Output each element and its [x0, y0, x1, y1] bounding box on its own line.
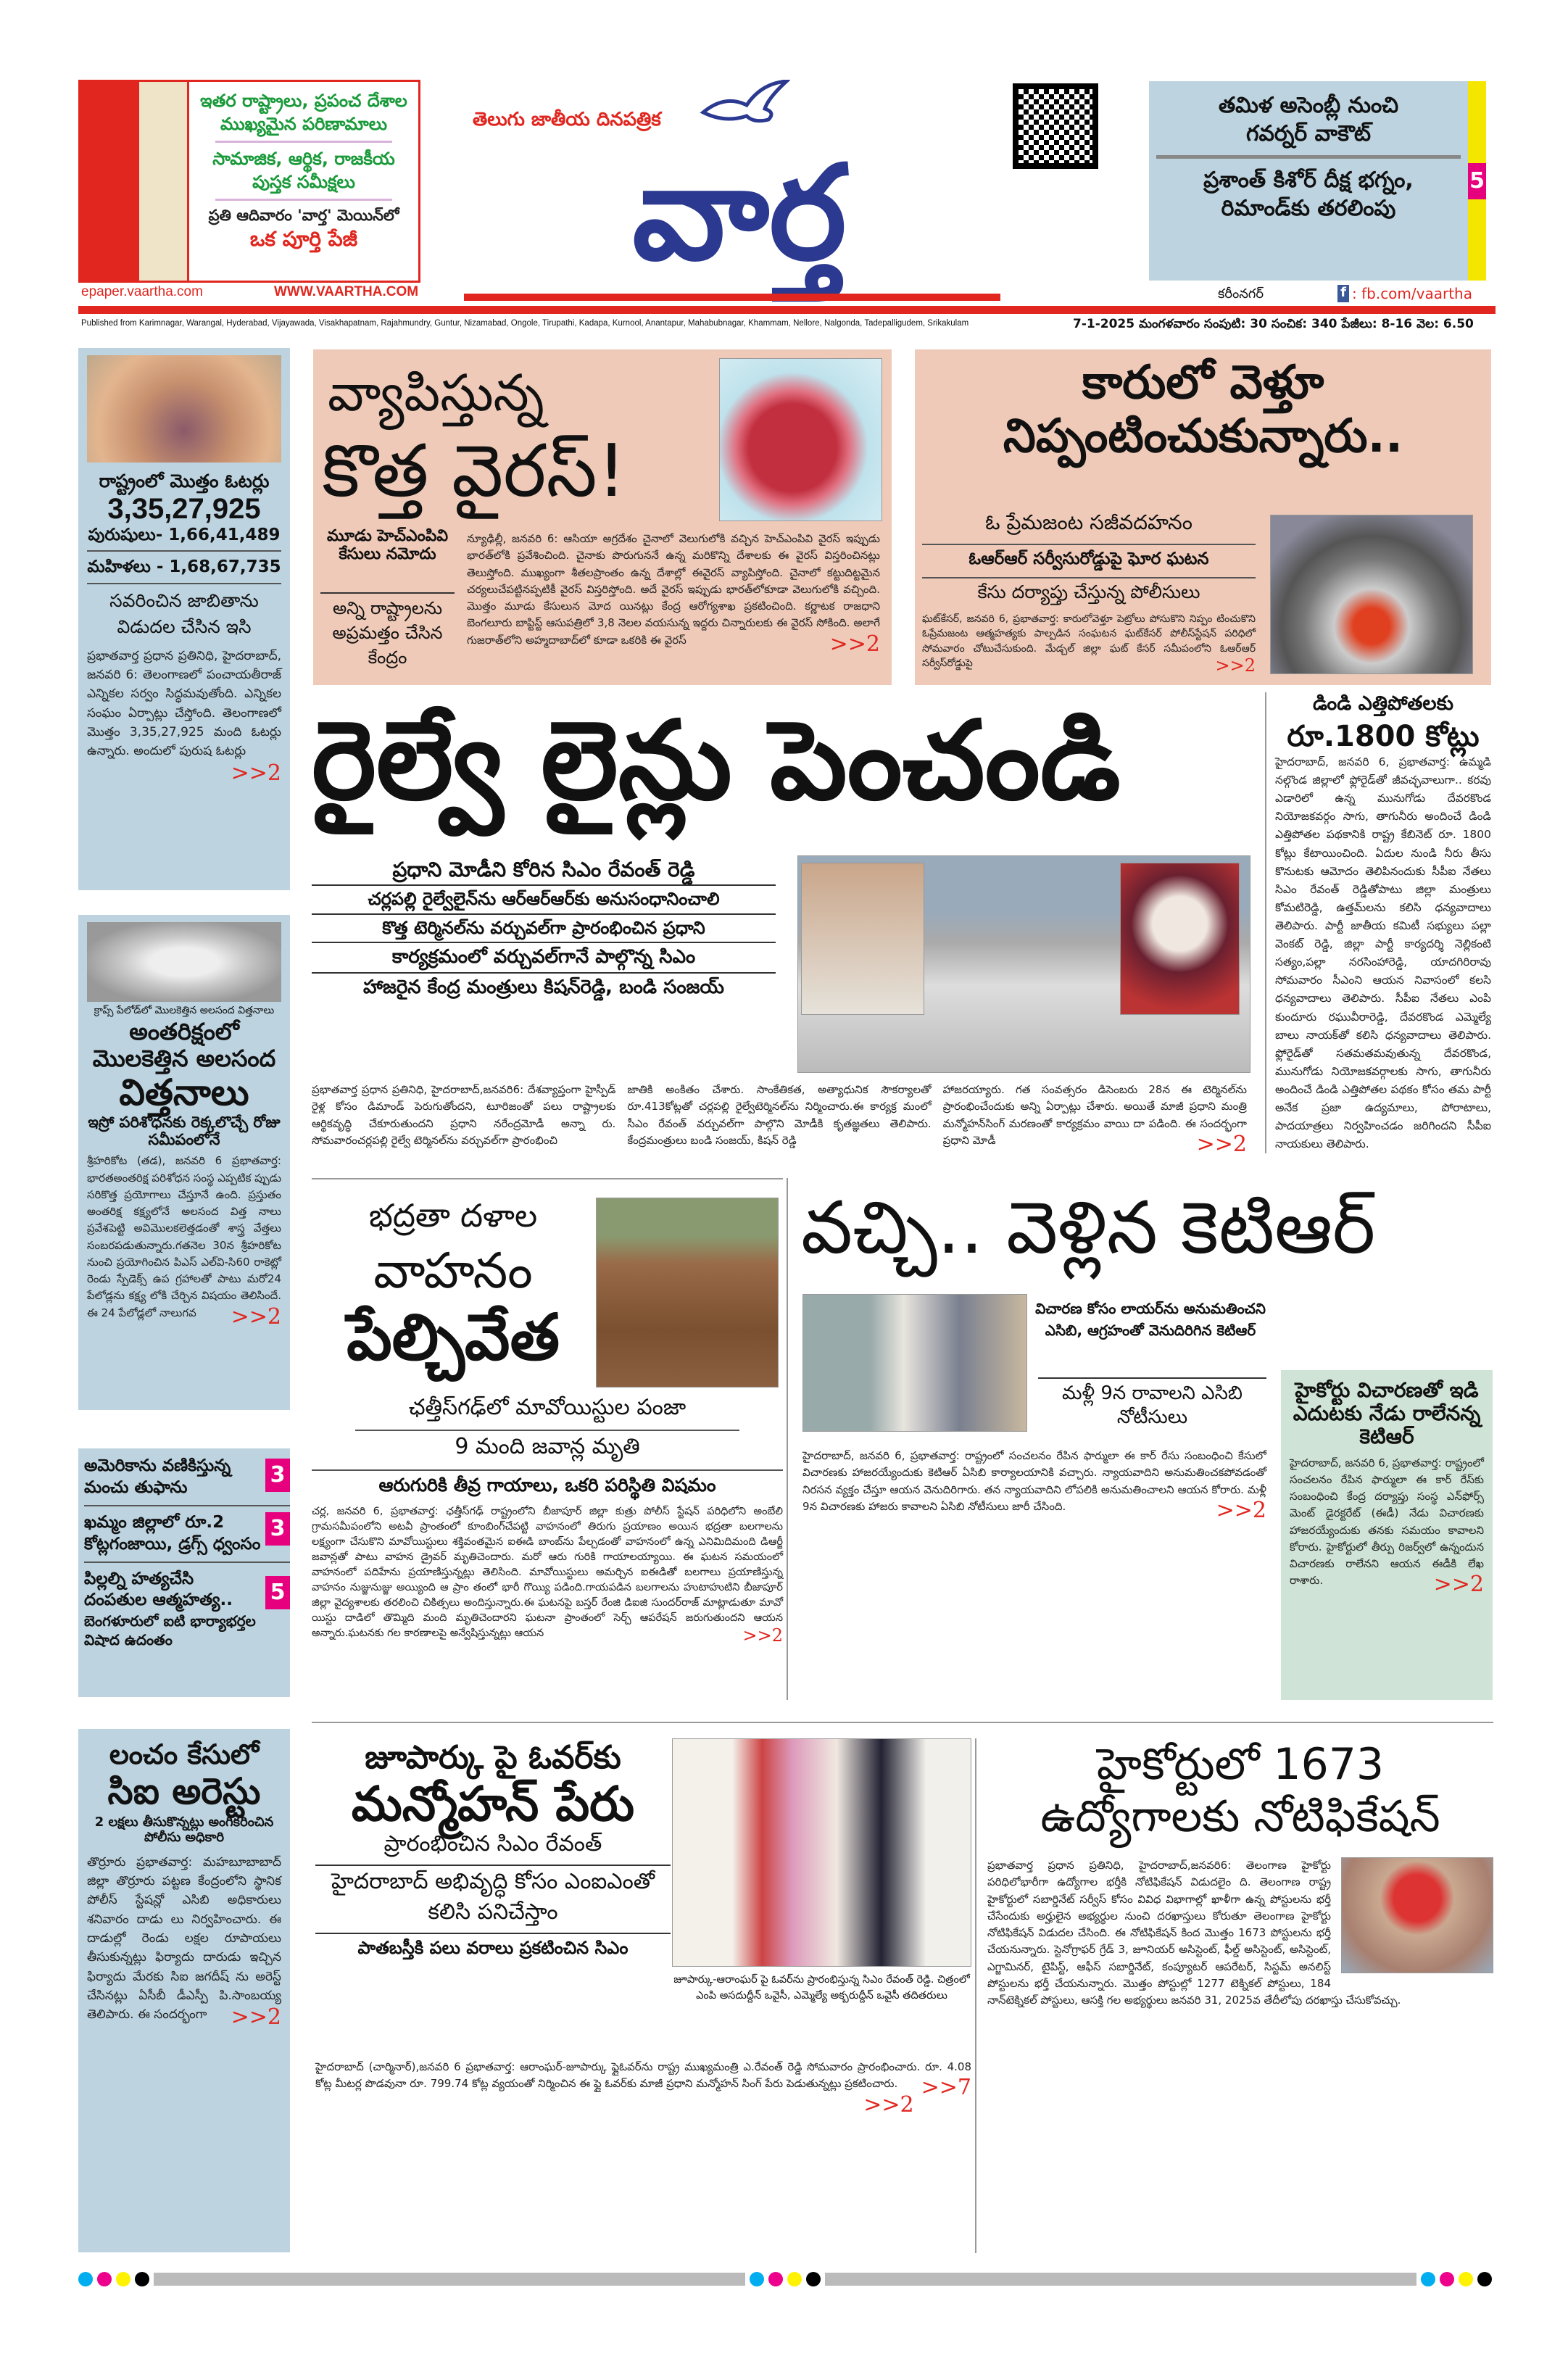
maoist-subhead: ఆరుగురికి తీవ్ర గాయాలు, ఒకరి పరిస్థితి విషమం: [312, 1469, 783, 1496]
railway-body-col: జాతికి అంకితం చేశారు. సాంకేతికత, అత్యాధునిక సౌకర్యాలతో రూ.413కోట్లతో చర్లపల్లి రైల్వేటెర్మినల్‌ను నిర్మించారు.ఈ కార్యక్ర మంలో సీఎం రేవంత్ వర్చువల్‌గా పాల్గొని మోడీకి కృతజ్ఞతలు తెలిపారు. కేంద్రమంత్రులు బండి సంజయ్, కిషన్ రెడ్డి: [627, 1083, 932, 1147]
ad-logo: [80, 82, 189, 281]
car-headline: నిప్పంటించుకున్నారు..: [1003, 409, 1403, 463]
flyover-subhead: హైదరాబాద్ అభివృద్ధి కోసం ఎంఐఎంతో కలిసి పనిచేస్తాం: [315, 1866, 671, 1934]
maoist-headline: భద్రతా దళాల: [368, 1198, 538, 1235]
railway-subhead: ప్రధాని మోడీని కోరిన సిఎం రేవంత్ రెడ్డి: [312, 855, 776, 886]
railway-headline: రైల్వే లైన్లు పెంచండి: [312, 698, 1121, 824]
brief-text: అమెరికాను వణికిస్తున్న మంచు తుఫాను: [84, 1456, 231, 1497]
continued-link[interactable]: >>2: [829, 631, 880, 657]
hc-headline: హైకోర్టులో 1673: [1096, 1739, 1385, 1790]
hc-headline: ఉద్యోగాలకు నోటిఫికేషన్: [1040, 1791, 1440, 1842]
railway-subhead: హాజరైన కేంద్ర మంత్రులు కిషన్‌రెడ్డి, బండి సంజయ్: [363, 976, 724, 999]
virus-subhead: అన్ని రాష్ట్రాలను అప్రమత్తం చేసిన కేంద్రం: [320, 592, 455, 672]
bird-icon: [696, 80, 790, 138]
car-subhead: ఓఆర్ఆర్ సర్వీసురోడ్డుపై ఘోర ఘటన: [922, 544, 1256, 573]
flyover-photo-caption: జూపార్కు-ఆరాంఘర్ పై ఓవర్‌ను ప్రారంభిస్తున్న సిఎం రేవంత్ రెడ్డి. చిత్రంలో ఎంపి అసదుద్దీన్ ఒవైసీ, ఎమ్మెల్యే అక్బరుద్దీన్ ఒవైసీ తదితరులు: [673, 1974, 970, 2002]
brief-sub: బెంగళూరులో ఐటి భార్యాభర్తల విషాద ఉదంతం: [84, 1612, 256, 1649]
continued-link[interactable]: >>2: [231, 760, 281, 786]
edition: కరీంనగర్: [1218, 286, 1264, 302]
brief-item[interactable]: [84, 1569, 290, 1650]
modi-photo: [1120, 863, 1240, 1015]
tagline: తెలుగు జాతీయ దినపత్రిక: [473, 109, 661, 130]
continued-link[interactable]: >>7: [921, 2075, 971, 2101]
facebook-icon: f: [1337, 285, 1349, 302]
briefs-box: [78, 1448, 290, 1697]
maoist-subhead: ఛత్తీస్‌గఢ్‌లో మావోయిస్టుల పంజా: [408, 1395, 686, 1420]
qr-code[interactable]: [1013, 83, 1098, 169]
continued-link[interactable]: >>2: [231, 2004, 281, 2031]
dateline: 7-1-2025 మంగళవారం సంపుటి: 30 సంచిక: 340 పేజీలు: 8-16 వెల: 6.50: [1073, 317, 1474, 331]
masthead-ad[interactable]: [78, 80, 420, 283]
brief-text: పిల్లల్ని హత్యచేసి దంపతుల ఆత్మహత్య..: [84, 1569, 233, 1610]
brief-page: 3: [265, 1512, 290, 1546]
flyover-headline: జూపార్కు పై ఓవర్‌కు: [365, 1739, 621, 1776]
logo: వార్త: [632, 138, 847, 289]
car-fire-story[interactable]: [915, 349, 1491, 685]
flyover-body: హైదరాబాద్ (చార్మినార్),జనవరి 6 ప్రభాతవార్త: ఆరాంఘర్-జూపార్కు ఫ్లైఓవర్‌ను రాష్ట్ర ముఖ్యమంత్రి ఎ.రేవంత్ రెడ్డి సోమవారం ప్రారంభించారు. రూ. 4.08 కోట్ల మీటర్ల పొడవునా రూ. 799.74 కోట్ల వ్యయంతో నిర్మించిన ఈ ఫ్లై ఓవర్‌కు మాజీ ప్రధాని మన్మోహన్ సింగ్ పేరు పెడుతున్నట్లు ప్రకటించారు.: [315, 2060, 971, 2091]
continued-link[interactable]: >>2: [231, 1303, 281, 1330]
website-link[interactable]: WWW.VAARTHA.COM: [274, 284, 419, 299]
isro-subhead: ఇస్రో పరిశోధనకు రెక్కలొచ్చే రోజు సమీపంలోనే: [88, 1113, 281, 1149]
ktr-story[interactable]: [787, 1178, 1493, 1700]
brief-item[interactable]: [84, 1512, 290, 1556]
flyover-text: [315, 1740, 671, 1959]
voters-sub: విడుదల చేసిన ఇసి: [117, 615, 252, 637]
published-from: Published from Karimnagar, Warangal, Hyderabad, Vijayawada, Visakhapatnam, Rajahmundry, Guntur, Nizamabad, Ongole, Tirupathi, Kadapa, Kurnool, Anantapur, Mahabubnagar, Khammam, Nellore, Nalgonda, Tadepalligudem, Srikakulam: [81, 319, 969, 328]
railway-body: [312, 1082, 1247, 1156]
flyover-subhead: పాతబస్తీకి పలు వరాలు ప్రకటించిన సిఎం: [357, 1938, 629, 1959]
facebook-link[interactable]: [1337, 285, 1472, 302]
acb-headline: సిఐ అరెస్టు: [107, 1770, 261, 1812]
hc-body: ప్రభాతవార్త ప్రధాన ప్రతినిధి, హైదరాబాద్,జనవరి6: తెలంగాణ హైకోర్టు పరిధిలోభారీగా ఉద్యోగాల భర్తీకి నోటిఫికేషన్ విడుదలైం ది. తెలంగాణ రాష్ట్ర హైకోర్టులో సబార్డినేట్ సర్వీస్ కోసం వివిధ విభాగాల్లో ఖాళీగా ఉన్న పోస్టులను భర్తీ చేసేందుకు అర్హులైన అభ్యర్థుల నుంచి దరఖాస్తులు కోరుతూ తెలంగాణ హైకోర్టు నోటిఫికేషన్ విడుదల చేసింది. ఈ నోటిఫికేషన్ కింద మొత్తం 1673 పోస్టులను భర్తీ చేయనున్నారు. స్టెనోగ్రాఫర్ గ్రేడ్ 3, జూనియర్ అసిస్టెంట్, ఫీల్డ్ అసిస్టెంట్, అసిస్టెంట్, ఎగ్జామినర్, టైపిస్ట్, ఆఫీస్ సబార్డినేట్, కంప్యూటర్ ఆపరేటర్, సిస్టమ్ అనలిస్ట్ పోస్టులను భర్తీ చేయనున్నారు. మొత్తం పోస్టుల్లో 1277 టెక్నికల్ పోస్టులు, 184 నాన్‌టెక్నికల్ పోస్టులు, ఆసక్తి గల అభ్యర్థులు జనవరి 31, 2025వ తేదీలోపు దరఖాస్తు చేసుకోవచ్చు.: [987, 1859, 1401, 2007]
car-subhead: ఓ ప్రేమజంట సజీవదహనం: [985, 510, 1192, 534]
burning-car-photo: [1270, 515, 1473, 674]
ad-line: ముఖ్యమైన పరిణామాలు: [220, 114, 388, 135]
continued-link[interactable]: >>2: [1215, 655, 1256, 676]
acb-headline: లంచం కేసులో: [109, 1738, 260, 1770]
ad-line: ఇతర రాష్ట్రాలు, ప్రపంచ దేశాల: [200, 91, 407, 111]
ad-line: సామాజిక, ఆర్థిక, రాజకీయ: [212, 148, 395, 169]
red-rule: [78, 306, 1496, 314]
virus-subhead: మూడు హెచ్‌ఎంపివి కేసులు నమోదు: [326, 527, 449, 564]
acb-subhead: 2 లక్షలు తీసుకొన్నట్లు అంగీకరించిన పోలీసు అధికారి: [94, 1815, 274, 1845]
flyover-inauguration-photo: [672, 1738, 971, 1967]
continued-link[interactable]: >>2: [1433, 1572, 1484, 1598]
brief-page: 3: [265, 1459, 290, 1492]
railway-subhead: చర్లపల్లి రైల్వేలైన్‌ను ఆర్ఆర్ఆర్‌కు అనుసంధానించాలి: [312, 886, 776, 915]
continued-link[interactable]: >>2: [863, 2091, 914, 2118]
brief-page: 5: [265, 1576, 290, 1609]
teaser-line: తమిళ అసెంబ్లీ నుంచి: [1218, 93, 1399, 118]
maoist-subhead: 9 మంది జవాన్ల మృతి: [355, 1430, 739, 1461]
ktr-subhead: మళ్లీ 9న రావాలని ఎసిబి నోటీసులు: [1038, 1377, 1266, 1429]
virus-body: న్యూఢిల్లీ, జనవరి 6: ఆసియా అగ్రదేశం చైనాలో వెలుగులోకి వచ్చిన హెచ్‌ఎంపివి వైరస్ ఇప్పుడు భారత్‌లోకి ప్రవేశించింది. చైనాకు పొరుగుననే ఉన్న మరికొన్ని దేశాలకు ఈ వైరస్ విస్తరించినట్లు తెలుస్తోంది. ముఖ్యంగా శీతలప్రాంతం ఉన్న దేశాల్లో ఈవైరస్ వ్యాపిస్తోంది. చైనాలో కట్టుదిట్టమైన చర్యలుచేపట్టినప్పటికీ వైరస్ విస్తరిస్తోంది. అదే వైరస్ ఇప్పుడు భారత్‌లోకూడా వెలుగులోకి వచ్చింది. మొత్తం మూడు కేసులున మోద యినట్లు కేంద్ర ఆరోగ్యశాఖ ప్రకటించింది. కర్ణాటక రాజధాని బెంగలూరు బాప్టిస్ట్ ఆసుపత్రిలో 3,8 నెలల వయసున్న ఇద్దరు చిన్నారులకు ఈ వైరస్ సోకింది. అలాగే గుజరాత్‌లోని అహ్మదాబాద్‌లో కూడా ఒకరికి ఈ వైరస్: [467, 532, 880, 647]
isro-photo: [87, 922, 281, 1002]
ktr-ed-sidebar[interactable]: [1281, 1370, 1493, 1700]
voters-total: 3,35,27,925: [107, 492, 261, 525]
voters-men: పురుషులు- 1,66,41,489: [88, 525, 281, 544]
voters-photo: [87, 355, 281, 463]
continued-link[interactable]: >>2: [742, 1625, 783, 1646]
teaser-line: ప్రశాంత్ కిశోర్ దీక్ష భగ్నం,: [1203, 167, 1414, 193]
high-court-photo: [1341, 1857, 1493, 1973]
railway-body-col: హాజరయ్యారు. గత సంవత్సరం డిసెంబరు 28న ఈ టెర్మినల్‌ను ప్రారంభించేందుకు అన్ని ఏర్పాట్లు చేశారు. అయితే మాజీ ప్రధాని మంత్రి మన్మోహన్‌సింగ్ మరణంతో కార్యక్రమం వాయి దా పడింది. ఈ సందర్భంగా ప్రధాని మోడీ: [942, 1083, 1247, 1147]
railway-subhead: కార్యక్రమంలో వర్చువల్‌గానే పాల్గొన్న సిఎం: [312, 943, 776, 974]
maoist-headline: వాహనం: [373, 1243, 533, 1300]
voters-title: రాష్ట్రంలో మొత్తం ఓటర్లు: [99, 470, 270, 492]
dindi-headline: డిండి ఎత్తిపోతలకు: [1312, 692, 1454, 715]
brief-text: ఖమ్మం జిల్లాలో రూ.2 కోట్లగంజాయి, డ్రగ్స్ ధ్వంసం: [84, 1512, 261, 1554]
teaser-box[interactable]: [1149, 81, 1468, 281]
virus-photo: [719, 358, 882, 521]
teaser-line: రిమాండ్‌కు తరలింపు: [1221, 196, 1396, 221]
continued-link[interactable]: >>2: [1216, 1497, 1266, 1523]
teaser-page-number[interactable]: 5: [1468, 163, 1486, 199]
ktr-photo: [802, 1294, 1027, 1432]
railway-subhead: కొత్త టెర్మినల్‌ను వర్చువల్‌గా ప్రారంభించిన ప్రధాని: [312, 915, 776, 944]
epaper-link[interactable]: epaper.vaartha.com: [81, 284, 203, 299]
virus-headline: కొత్త వైరస్!: [322, 428, 626, 513]
revanth-reddy-photo: [801, 863, 924, 1015]
isro-caption: క్రాప్స్ పేలోడ్‌లో మొలకెత్తిన అలసంద విత్తనాలు: [94, 1005, 275, 1016]
isro-headline: మొలకెత్తిన అలసంద: [92, 1044, 276, 1072]
voters-body: ప్రభాతవార్త ప్రధాన ప్రతినిధి, హైదరాబాద్, జనవరి 6: తెలంగాణలో పంచాయతీరాజ్ ఎన్నికల సర్వం సిద్ధమవుతోంది. ఎన్నికల సంఘం ఏర్పాట్లు చేస్తోంది. తెలంగాణలో మొత్తం 3,35,27,925 మంది ఓటర్లు ఉన్నారు. అందులో పురుష ఓటర్లు: [87, 648, 281, 759]
car-headline: కారులో వెళ్తూ: [1082, 356, 1324, 410]
dindi-body: హైదరాబాద్, జనవరి 6, ప్రభాతవార్త: ఉమ్మడి నల్గొండ జిల్లాలో ఫ్లోరైడ్‌తో జీవచ్ఛవాలుగా.. కరవు ఎడారిలో ఉన్న మునుగోడు దేవరకొండ నియోజకవర్గం సాగు, తాగునీరు అందించే డిండి ఎత్తిపోతల పథకానికి రాష్ట్ర కేబినెట్ రూ. 1800 కోట్లు కేటాయించింది. ఏదుల నుండి నీరు తీసు కొనుటకు ఆమోదం తెలిపినందుకు సీపీఐ నేతలు సిఎం రేవంత్ రెడ్డితోపాటు జిల్లా మంత్రులు కోమటిరెడ్డి, ఉత్తమ్‌లను కలిసి ధన్యవాదాలు తెలిపారు. పార్టీ జాతీయ కమిటీ సభ్యులు పల్లా వెంకట్ రెడ్డి, జిల్లా పార్టీ కార్యదర్శి నెల్లికంటి సత్యం,పల్లా నరసింహారెడ్డి, యాదగిరిరావు సోమవారం సీఎంని ఆయన నివాసంలో కలసి ధన్యవాదాలు తెలిపారు. సీపీఐ నేతలు ఎంపి కుందూరు రఘువీరారెడ్డి, దేవరకొండ ఎమ్మెల్యే బాలు నాయక్‌తో కలిసి ధన్యవాదాలు తెలిపారు. ఫ్లోరైడ్‌తో సతమతమవుతున్న దేవరకొండ, మునుగోడు నియోజకవర్గాలకు సాగు, తాగునీరు అందించే డిండి ఎత్తిపోతల పథకం కోసం తమ పార్టీ అనేక ప్రజా ఉద్యమాలు, పోరాటాలు, పాదయాత్రలు నిర్వహించడం జరిగిందని సీపీఐ నాయకులు తెలిపారు.: [1275, 755, 1491, 1151]
acb-story[interactable]: [78, 1729, 290, 2252]
isro-body: శ్రీహరికోట (తడ), జనవరి 6 ప్రభాతవార్త: భారతఅంతరిక్ష పరిశోధన సంస్థ ఎప్పటిక ప్పుడు సరికొత్త ప్రయోగాలు చేస్తూనే ఉంది. ప్రస్తుతం అంతరిక్ష కక్ష్యలోనే అలసంద విత్త నాలు ప్రవేశపెట్టి అవిమొలకలెత్తడంతో శాస్త్ర వేత్తలు సంబరపడుతున్నారు.గతనెల 30న శ్రీహరికోట నుంచి ప్రయోగించిన పిఎస్ ఎల్‌వి-సి60 రాకెట్లో రెండు స్పేడెక్స్ ఉప గ్రహాలతో పాటు మరో24 పేలోడ్లను కక్ష్య లోకి చేర్చిన విషయం తెలిసిందే. ఈ 24 పేలోడ్లలో నాలుగవ: [87, 1154, 282, 1319]
ktr-side-headline: హైకోర్టు విచారణతో ఇడి ఎదుటకు నేడు రాలేనన్న కెటిఆర్: [1293, 1378, 1481, 1449]
isro-headline: విత్తనాలు: [119, 1071, 249, 1113]
acb-body: తొర్రూరు ప్రభాతవార్త: మహబూబాబాద్ జిల్లా తొర్రూరు పట్టణ కేంద్రంలోని స్థానిక పోలీస్ స్టేషన్లో ఎసిబి అధికారులు శనివారం దాడు లు నిర్వహించారు. ఈ దాడుల్లో రెండు లక్షల రూపాయలు తీసుకున్నట్లు ఫిర్యాదు దారుడు ఇచ్చిన ఫిర్యాదు మేరకు సిఐ జగదీష్ ను అరెస్ట్ చేసినట్లు ఏసీబీ డీఎస్పీ పి.సాంబయ్య తెలిపారు. ఈ సందర్భంగా: [87, 1854, 281, 2023]
voters-sub: సవరించిన జాబితాను: [109, 589, 259, 611]
facebook-label: : fb.com/vaartha: [1352, 285, 1472, 302]
high-court-story[interactable]: [975, 1738, 1493, 2253]
maoist-body: చర్ల, జనవరి 6, ప్రభాతవార్త: ఛత్తీస్‌గఢ్ రాష్ట్రంలోని బీజాపూర్ జిల్లా కుత్రు పోలీస్ స్టేషన్ పరిధిలోని అంబేలి గ్రామసమీపంలోని అటవీ ప్రాంతంలో కూంబింగ్‌చేపట్టి వాహనంలో తిరుగు ప్రయాణం అయిన భద్రతా బలగాలను లక్ష్యంగా చేసుకొని మావోయిస్టులు శక్తివంతమైన ఐఈడి బాంబ్‌ను పేల్చడంతో వాహనంలో ఉన్న ఎనిమిదిమంది డిఆర్జీ జవాన్లతో పాటు వాహన డ్రైవర్ మృతిచెందారు. మరో ఆరు గురికి గాయాలయ్యాయి. ఈ ఘటన సమయంలో వాహనంలో పదిహేను ప్రయాణిస్తున్నట్లు తెలిసింది. మావోయిస్టులు అమర్చిన ఐఈడితో బలగాలు ప్రయాణిస్తున్న వాహనం నుజ్జునుజ్జు అయ్యింది ఆ ప్రాం తంలో భారీ గొయ్యి పడింది.గాయపడిన బలగాలను హుటాహుటిని బీజాపూర్ జిల్లా వైద్యశాలకు తరలించి చికిత్సలు అందిస్తున్నారు.ఈ ఘటనపై బస్తర్ రేంజి డిఐజి సుందర్‌రాజ్ మాట్లాడుతూ మావో యిస్టు దాడిలో తొమ్మిది మంది మృతిచెందారని ఘటనా ప్రాంతంలో సెర్చ్ ఆపరేషన్ జరుగుతుందని ఆయన అన్నారు.ఘటనకు గల కారణాలపై అన్వేషిస్తున్నట్లు ఆయన: [312, 1506, 783, 1640]
flyover-subhead: ప్రారంభించిన సిఎం రేవంత్: [315, 1831, 671, 1866]
dindi-story[interactable]: [1265, 692, 1491, 1153]
virus-story[interactable]: [313, 349, 892, 685]
blast-site-photo: [596, 1198, 779, 1388]
dindi-headline: రూ.1800 కోట్లు: [1287, 720, 1480, 753]
railway-subheads: [312, 855, 776, 1003]
voters-women: మహిళలు - 1,68,67,735: [87, 557, 281, 577]
voters-story[interactable]: [78, 348, 290, 890]
car-body: ఘట్‌కేసర్, జనవరి 6, ప్రభాతవార్త: కారులోవెళ్తూ పెట్రోలు పోసుకొని నిప్పం టించుకొని ఓప్రేమజంట ఆత్మహత్యకు పాల్పడిన సంఘటన ఘట్‌కేసర్ పోలీస్‌స్టేషన్ పరిధిలో సోమవారం చోటుచేసుకుంది. మేడ్చల్ జిల్లా ఘట్ కేసర్ సమీపంలోని ఓఆర్ఆర్ సర్వీస్‌రోడ్డుపై: [922, 613, 1256, 669]
ktr-subhead: విచారణ కోసం లాయర్‌ను అనుమతించని ఎసిబి, ఆగ్రహంతో వెనుదిరిగిన కెటిఆర్: [1035, 1300, 1266, 1339]
car-subhead: కేసు దర్యాప్తు చేస్తున్న పోలీసులు: [922, 577, 1256, 607]
flyover-headline: మన్మోహన్ పేరు: [351, 1775, 635, 1832]
continued-link[interactable]: >>2: [1196, 1131, 1247, 1157]
ad-line: ఒక పూర్తి పేజీ: [249, 226, 358, 251]
teaser-line: గవర్నర్ వాకౌట్: [1246, 121, 1371, 146]
ktr-side-body: హైదరాబాద్, జనవరి 6, ప్రభాతవార్త: రాష్ట్రంలో సంచలనం రేపిన ఫార్ములా ఈ కార్ రేస్‌కు సంబంధించి కేంద్ర దర్యాప్తు సంస్థ ఎన్‌ఫోర్స్ మెంట్ డైరక్టరేట్ (ఈడీ) నేడు విచారణకు హాజరయ్యేందుకు తనకు సమయం కావాలని కోరారు. హైకోర్టులో తీర్పు రిజర్వ్‌లో ఉన్నందున విచారణకు రాలేనని ఆయన ఈడీకి లేఖ రాశారు.: [1290, 1456, 1484, 1588]
maoist-headline: పేల్చివేత: [347, 1300, 560, 1374]
ad-line: ప్రతి ఆదివారం 'వార్త' మెయిన్‌లో: [208, 206, 399, 224]
railway-body-col: ప్రభాతవార్త ప్రధాన ప్రతినిధి, హైదరాబాద్,జనవరి6: దేశవ్యాప్తంగా హైస్పీడ్ రైళ్ల కోసం డిమాండ్ పెరుగుతోందని, టూరిజంతో పలు రాష్ట్రాలకు ఆర్థికవృద్ధి చేకూరుతుందని ప్రధాని నరేంద్రమోడీ అన్నా రు. సోమవారంచర్లపల్లి రైల్వే టెర్మినల్‌ను వర్చువల్‌గా ప్రారంభించి: [312, 1083, 616, 1147]
virus-headline: వ్యాపిస్తున్న: [328, 363, 544, 423]
brief-item[interactable]: [84, 1456, 290, 1499]
isro-story[interactable]: [78, 915, 290, 1410]
maoist-story[interactable]: [312, 1178, 783, 1700]
logo-underline: [464, 294, 1000, 301]
ktr-headline: వచ్చి.. వెళ్లిన కెటిఆర్: [801, 1185, 1376, 1270]
print-registration-bar: [78, 2270, 1492, 2288]
ad-line: పుస్తక సమీక్షలు: [252, 172, 355, 193]
isro-headline: అంతరిక్షంలో: [129, 1018, 239, 1045]
ktr-body: హైదరాబాద్, జనవరి 6, ప్రభాతవార్త: రాష్ట్రంలో సంచలనం రేపిన ఫార్ములా ఈ కార్ రేసు సంబంధించి కేసులో విచారణకు హాజరయ్యేందుకు కెటిఆర్ ఏసిబి కార్యాలయానికి వచ్చారు. న్యాయవాదిని అనుమతించకపోవడంతో నిరసన వ్యక్తం చేస్తూ ఆయన వెనుదిరిగారు. తన న్యాయవాదిని లోపలికి అనుమతించాలని ఆయన కోరారు. మళ్లీ 9న విచారణకు హాజరు కావాలని ఏసిబి నోటీసులు జారీ చేసింది.: [802, 1449, 1266, 1513]
